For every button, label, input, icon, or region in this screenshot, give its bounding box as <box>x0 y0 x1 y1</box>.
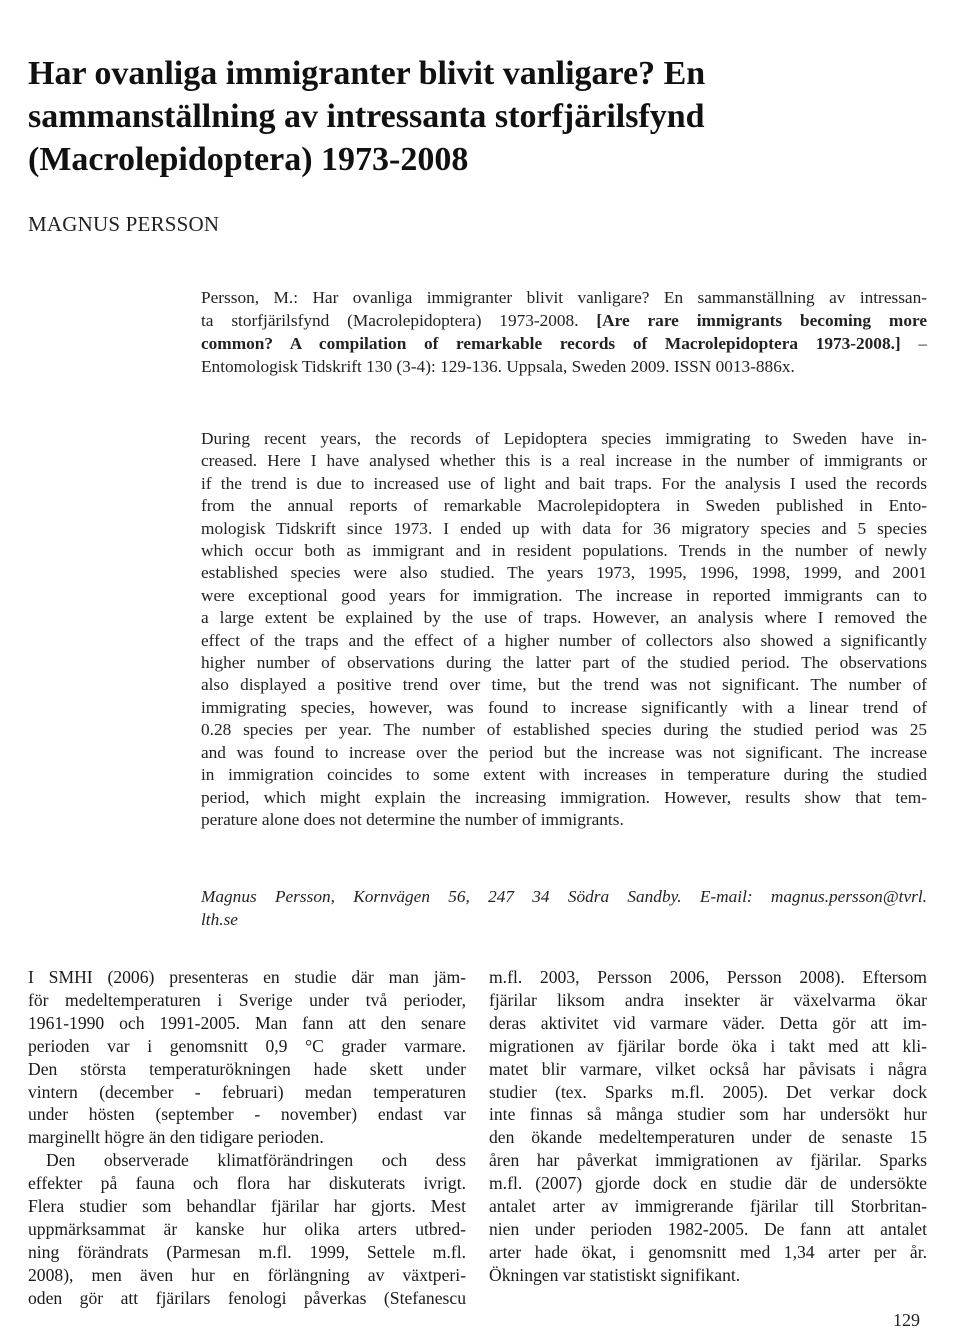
abstract-line: also displayed a positive trend over time, but the trend was not significant. The number of <box>201 675 927 695</box>
abstract-line: creased. Here I have analysed whether this is a real increase in the number of immigrants or <box>201 451 927 471</box>
body-line: inte finnas så många studier som har undersökt hur <box>489 1104 927 1125</box>
abstract-line: 0.28 species per year. The number of established species during the studied period was 25 <box>201 720 927 740</box>
body-line: perioden var i genomsnitt 0,9 °C grader varmare. <box>28 1035 466 1056</box>
article-title <box>28 52 908 181</box>
body-line: för medeltemperaturen i Sverige under två perioder, <box>28 989 466 1010</box>
abstract-line: and was found to increase over the period but the increase was not significant. The increase <box>201 742 927 762</box>
abstract-line: established species were also studied. The years 1973, 1995, 1996, 1998, 1999, and 2001 <box>201 563 927 583</box>
body-line: arter hade ökat, i genomsnitt med 1,34 arter per år. <box>489 1241 927 1262</box>
body-line: 1961-1990 och 1991-2005. Man fann att den senare <box>28 1012 466 1033</box>
title-line: sammanställning av intressanta storfjärilsfynd <box>28 98 705 135</box>
body-line: I SMHI (2006) presenteras en studie där man jäm- <box>28 967 466 987</box>
body-line: studier (tex. Sparks m.fl. 2005). Det verkar dock <box>489 1081 927 1102</box>
abstract-line: from the annual reports of remarkable Macrolepidoptera in Sweden published in Ento- <box>201 496 927 516</box>
citation-english-title: [Are rare immigrants becoming more <box>596 311 927 330</box>
body-line: migrationen av fjärilar borde öka i takt med att kli- <box>489 1035 927 1056</box>
abstract-line: a large extent be explained by the use of traps. However, an analysis where I removed the <box>201 608 927 628</box>
body-line: marginellt högre än den tidigare perioden. <box>28 1127 324 1148</box>
body-line: ning förändrats (Parmesan m.fl. 1999, Settele m.fl. <box>28 1241 466 1262</box>
abstract-line: in immigration coincides to some extent with increases in temperature during the studied <box>201 765 927 785</box>
body-line: Den observerade klimatförändringen och dess <box>46 1150 466 1171</box>
title-line: Har ovanliga immigranter blivit vanligare? En <box>28 55 706 92</box>
abstract-line: effect of the traps and the effect of a higher number of collectors also showed a significantly <box>201 630 927 650</box>
body-line: nien under perioden 1982-2005. De fann att antalet <box>489 1218 927 1239</box>
body-line: fjärilar liksom andra insekter är växelvarma ökar <box>489 989 927 1010</box>
citation-english-title: common? A compilation of remarkable records of Macrolepidoptera 1973-2008.] <box>201 334 901 353</box>
abstract-line: perature alone does not determine the number of immigrants. <box>201 809 624 829</box>
page-number: 129 <box>893 1310 920 1330</box>
body-line: Flera studier som behandlar fjärilar har gjorts. Mest <box>28 1196 466 1217</box>
citation-line: Entomologisk Tidskrift 130 (3-4): 129-136. Uppsala, Sweden 2009. ISSN 0013-886x. <box>201 357 795 376</box>
body-column-left <box>28 966 466 1310</box>
abstract-line: period, which might explain the increasing immigration. However, results show that tem- <box>201 787 927 807</box>
abstract-line: mologisk Tidskrift since 1973. I ended up with data for 36 migratory species and 5 species <box>201 518 927 538</box>
body-line: effekter på fauna och flora har diskuterats ivrigt. <box>28 1173 466 1194</box>
abstract-line: higher number of observations during the latter part of the studied period. The observations <box>201 653 927 673</box>
body-line: m.fl. 2003, Persson 2006, Persson 2008). Eftersom <box>489 967 927 987</box>
citation-line: Persson, M.: Har ovanliga immigranter blivit vanligare? En sammanställning av intressan- <box>201 288 927 307</box>
body-line: 2008), men även hur en förlängning av växtperi- <box>28 1264 466 1285</box>
body-line: åren har påverkat immigrationen av fjärilar. Sparks <box>489 1150 927 1171</box>
title-line: (Macrolepidoptera) 1973-2008 <box>28 141 469 178</box>
body-line: Den största temperaturökningen hade skett under <box>28 1058 466 1079</box>
citation-text: ta storfjärilsfynd (Macrolepidoptera) 1973-2008. <box>201 311 597 330</box>
abstract <box>201 428 927 831</box>
abstract-line: were exceptional good years for immigration. The increase in reported immigrants can to <box>201 585 927 605</box>
body-line: den ökande medeltemperaturen under de senaste 15 <box>489 1127 927 1148</box>
body-line: m.fl. (2007) gjorde dock en studie där de undersökte <box>489 1173 927 1194</box>
author-address <box>201 885 927 931</box>
body-line: vintern (december - februari) medan temperaturen <box>28 1081 466 1102</box>
body-line: uppmärksammat är kanske hur olika arters utbred- <box>28 1218 466 1239</box>
body-line: matet blir varmare, vilket också har påvisats i några <box>489 1058 927 1079</box>
body-line: deras aktivitet vid varmare väder. Detta gör att im- <box>489 1012 927 1033</box>
abstract-line: During recent years, the records of Lepidoptera species immigrating to Sweden have in- <box>201 429 927 448</box>
author-name: MAGNUS PERSSON <box>28 212 220 236</box>
body-line: antalet arter av immigrerande fjärilar till Storbritan- <box>489 1196 927 1217</box>
body-line: under hösten (september - november) endast var <box>28 1104 466 1125</box>
body-column-right <box>489 966 927 1287</box>
abstract-line: which occur both as immigrant and in resident populations. Trends in the number of newly <box>201 541 927 561</box>
body-line: oden gör att fjärilars fenologi påverkas (Stefanescu <box>28 1287 466 1308</box>
citation-line <box>201 309 927 332</box>
citation-text: – <box>900 334 927 353</box>
abstract-line: immigrating species, however, was found to increase significantly with a linear trend of <box>201 697 927 717</box>
abstract-line: if the trend is due to increased use of light and bait traps. For the analysis I used the records <box>201 473 927 493</box>
address-line: Magnus Persson, Kornvägen 56, 247 34 Södra Sandby. E-mail: magnus.persson@tvrl. <box>201 887 927 906</box>
address-line: lth.se <box>201 910 238 929</box>
citation-line <box>201 332 927 355</box>
citation-block <box>201 286 927 378</box>
body-line: Ökningen var statistiskt signifikant. <box>489 1264 741 1285</box>
